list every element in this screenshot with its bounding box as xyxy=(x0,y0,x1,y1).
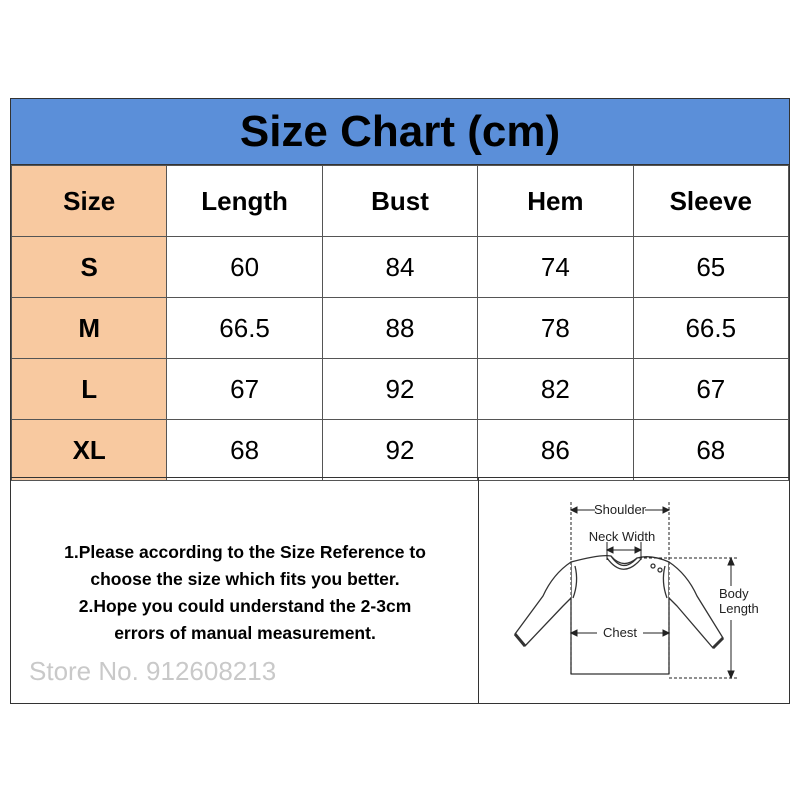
body-length-label: Body xyxy=(719,586,749,601)
hem-cell: 78 xyxy=(478,298,633,359)
sleeve-cell: 65 xyxy=(633,237,788,298)
length-cell: 68 xyxy=(167,420,322,481)
table-row xyxy=(12,420,789,481)
header-length: Length xyxy=(167,166,322,237)
neck-width-label: Neck Width xyxy=(588,529,656,544)
table-row xyxy=(12,298,789,359)
table-row xyxy=(12,359,789,420)
header-bust: Bust xyxy=(322,166,477,237)
length-cell: 60 xyxy=(167,237,322,298)
note-line: 1.Please according to the Size Reference to xyxy=(64,542,426,562)
note-line: 2.Hope you could understand the 2-3cm xyxy=(78,596,412,616)
length-cell: 66.5 xyxy=(167,298,322,359)
header-size: Size xyxy=(12,166,167,237)
hem-cell: 86 xyxy=(478,420,633,481)
size-label: XL xyxy=(12,420,167,481)
measurement-notes xyxy=(11,478,479,703)
garment-measurement-diagram xyxy=(479,478,789,702)
size-label: M xyxy=(12,298,167,359)
hem-cell: 74 xyxy=(478,237,633,298)
size-table xyxy=(11,165,789,481)
chart-title: Size Chart (cm) xyxy=(11,99,789,165)
table-header-row xyxy=(12,166,789,237)
header-sleeve: Sleeve xyxy=(633,166,788,237)
size-label: S xyxy=(12,237,167,298)
shoulder-label: Shoulder xyxy=(593,502,647,517)
bust-cell: 84 xyxy=(322,237,477,298)
length-cell: 67 xyxy=(167,359,322,420)
bust-cell: 92 xyxy=(322,420,477,481)
body-length-label: Length xyxy=(719,601,759,616)
info-section xyxy=(11,477,789,703)
header-hem: Hem xyxy=(478,166,633,237)
table-row xyxy=(12,237,789,298)
note-line: choose the size which fits you better. xyxy=(90,569,400,589)
sleeve-cell: 67 xyxy=(633,359,788,420)
bust-cell: 88 xyxy=(322,298,477,359)
chest-label: Chest xyxy=(603,625,637,640)
size-chart xyxy=(10,98,790,704)
note-line: errors of manual measurement. xyxy=(114,623,376,643)
sleeve-cell: 66.5 xyxy=(633,298,788,359)
bust-cell: 92 xyxy=(322,359,477,420)
sleeve-cell: 68 xyxy=(633,420,788,481)
hem-cell: 82 xyxy=(478,359,633,420)
size-label: L xyxy=(12,359,167,420)
store-watermark: Store No. 912608213 xyxy=(29,656,277,686)
sweater-outline-icon xyxy=(515,556,723,674)
